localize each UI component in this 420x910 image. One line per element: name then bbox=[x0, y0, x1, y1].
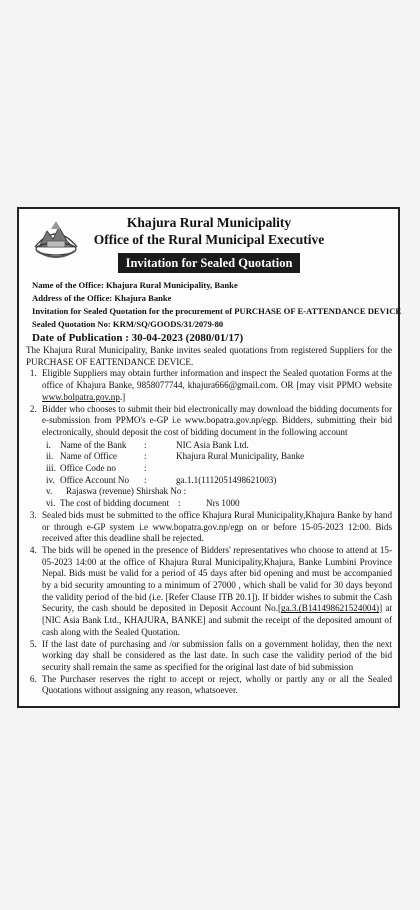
bank-row: iv. Office Account No : ga.1.1(1112051498621003) bbox=[46, 474, 277, 485]
bank-row: iii. Office Code no : bbox=[46, 463, 147, 474]
condition-item-2: 2. Bidder who chooses to submit their bid electronically may download the bidding documents for e-submission from PPMO's e-GP i.e www.bopatra.gov.np/egp. Bidders, submitting their bid electronically, should deposit the cost of bidding document in the following account i. Name of the Bank : NIC Asia Bank Ltd. ii. Name of Office : Khajura Rural Municipality, Banke iii. Office Code no : iv. Office Account No : ga.1.1(1112051498621003) v. Rajaswa (revenue) Shirshak No : vi. The cost of bidding document : Nrs 1000 bbox=[39, 404, 392, 510]
condition-item-3: 3. Sealed bids must be submitted to the office Khajura Rural Municipality,Khajura Banke by hand or through e-GP system i.e www.bopatra.gov.np/egp on or before 15-05-2023 12:00. Bids received after this deadline shall be rejected. bbox=[39, 510, 392, 545]
condition-item-5: 5. If the last date of purchasing and /or submission falls on a government holiday, then the next working day shall be considered as the last date. In such case the validity period of the bid security shall remain the same as specified for the original last date of bid submission bbox=[39, 639, 392, 674]
bank-row: ii. Name of Office : Khajura Rural Municipality, Banke bbox=[46, 451, 305, 462]
condition-item-1: 1. Eligible Suppliers may obtain further information and inspect the Sealed quotation Forms at the office of Khajura Banke, 9858077744, khajura666@gmail.com. OR [may visit PPMO website www.bolpatra.gov.np.] bbox=[39, 368, 392, 403]
invitation-line: Invitation for Sealed Quotation for the procurement of PURCHASE OF E-ATTENDANCE DEVICE bbox=[32, 306, 402, 316]
bank-details bbox=[46, 440, 392, 510]
publication-date: Date of Publication : 30-04-2023 (2080/01/17) bbox=[32, 332, 244, 344]
bank-row: vi. The cost of bidding document : Nrs 1000 bbox=[46, 498, 240, 509]
bank-row: v. Rajaswa (revenue) Shirshak No : bbox=[46, 486, 187, 497]
ppmo-website-link[interactable]: www.bolpatra.gov.np bbox=[42, 391, 120, 402]
condition-item-6: 6. The Purchaser reserves the right to accept or reject, wholly or partly any or all the Sealed Quotations without assigning any reason, whatsoever. bbox=[39, 674, 392, 697]
office-title: Office of the Rural Municipal Executive bbox=[93, 232, 325, 247]
notice-banner: Invitation for Sealed Quotation bbox=[118, 253, 301, 273]
conditions-list bbox=[26, 368, 392, 697]
office-address: Address of the Office: Khajura Banke bbox=[32, 293, 172, 303]
deposit-account-link: ga.3.(B141498621524004) bbox=[281, 603, 380, 614]
intro-paragraph: The Khajura Rural Municipality, Banke invites sealed quotations from registered Suppliers for the PURCHASE OF EATTENDANCE DEVICE. bbox=[26, 345, 392, 367]
notice-body bbox=[26, 345, 392, 697]
municipality-title: Khajura Rural Municipality bbox=[126, 215, 292, 230]
bank-row: i. Name of the Bank : NIC Asia Bank Ltd. bbox=[46, 439, 249, 450]
notice-box bbox=[17, 207, 400, 708]
notice-meta bbox=[26, 279, 402, 345]
quotation-number: Sealed Quotation No: KRM/SQ/GOODS/31/2079-80 bbox=[32, 319, 224, 329]
condition-item-4: 4. The bids will be opened in the presence of Bidders' representatives who choose to attend at 15-05-2023 14:00 at the office of Khajura Rural Municipality,Khajura, Banke Lumbini Province Nepal. Bids must be valid for a period of 45 days after bid opening and must be accompanied by a bid security amounting to a minimum of 27000 , which shall be valid for 30 days beyond the validity period of the bid (i.e. [Refer Clause ITB 20.1]). If bidder wishes to submit the Cash Security, the cash should be deposited in Deposit Account No.[ga.3.(B141498621524004)] at [NIC Asia Bank Ltd., KHAJURA, BANKE] and submit the receipt of the deposited amount of cash along with the Sealed Quotation. bbox=[39, 545, 392, 639]
municipality-emblem-icon bbox=[29, 217, 83, 261]
office-name: Name of the Office: Khajura Rural Municipality, Banke bbox=[32, 280, 238, 290]
